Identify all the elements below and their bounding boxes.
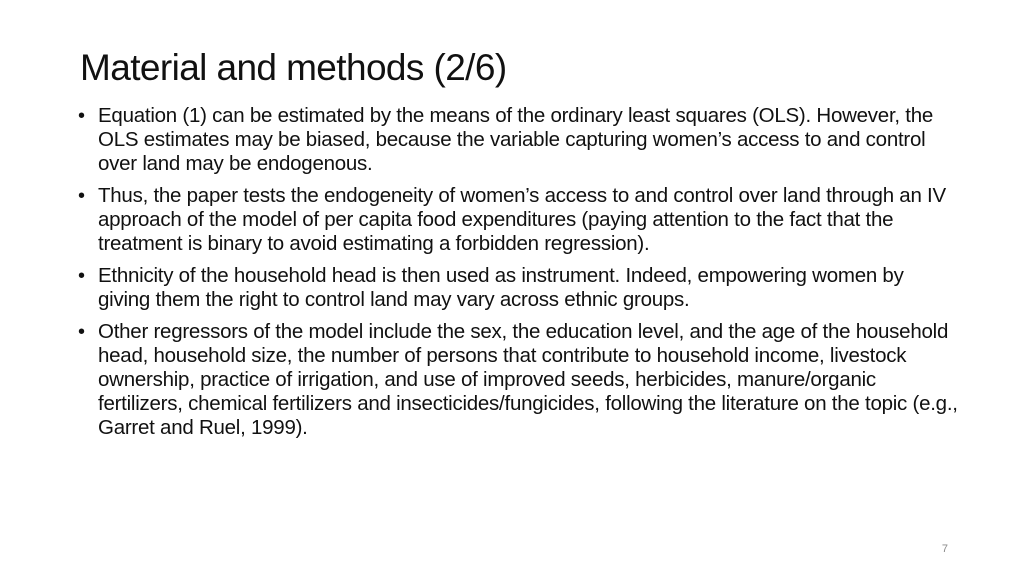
bullet-text: Other regressors of the model include the sex, the education level, and the age of the household head, household size, the number of persons that contribute to household income, livestock ownership, practice of irrigation, and use of improved seeds, herbicides, manure/organic fertilizers, chemical fertilizers and insecticides/fungicides, following the literature on the topic (e.g., Garret and Ruel, 1999). <box>98 320 958 439</box>
bullet-item <box>78 184 958 256</box>
bullet-list <box>78 104 958 448</box>
bullet-icon: • <box>78 265 85 287</box>
bullet-icon: • <box>78 321 85 343</box>
bullet-item <box>78 104 958 176</box>
bullet-icon: • <box>78 105 85 127</box>
bullet-item <box>78 264 958 312</box>
bullet-text: Equation (1) can be estimated by the means of the ordinary least squares (OLS). However, the OLS estimates may be biased, because the variable capturing women’s access to and control over land may be endogenous. <box>98 104 934 175</box>
bullet-text: Thus, the paper tests the endogeneity of women’s access to and control over land through an IV approach of the model of per capita food expenditures (paying attention to the fact that the treatment is binary to avoid estimating a forbidden regression). <box>98 184 946 255</box>
bullet-text: Ethnicity of the household head is then used as instrument. Indeed, empowering women by giving them the right to control land may vary across ethnic groups. <box>98 264 904 311</box>
bullet-icon: • <box>78 185 85 207</box>
bullet-item <box>78 320 958 440</box>
page-number: 7 <box>941 543 948 555</box>
slide-title: Material and methods (2/6) <box>80 47 507 88</box>
